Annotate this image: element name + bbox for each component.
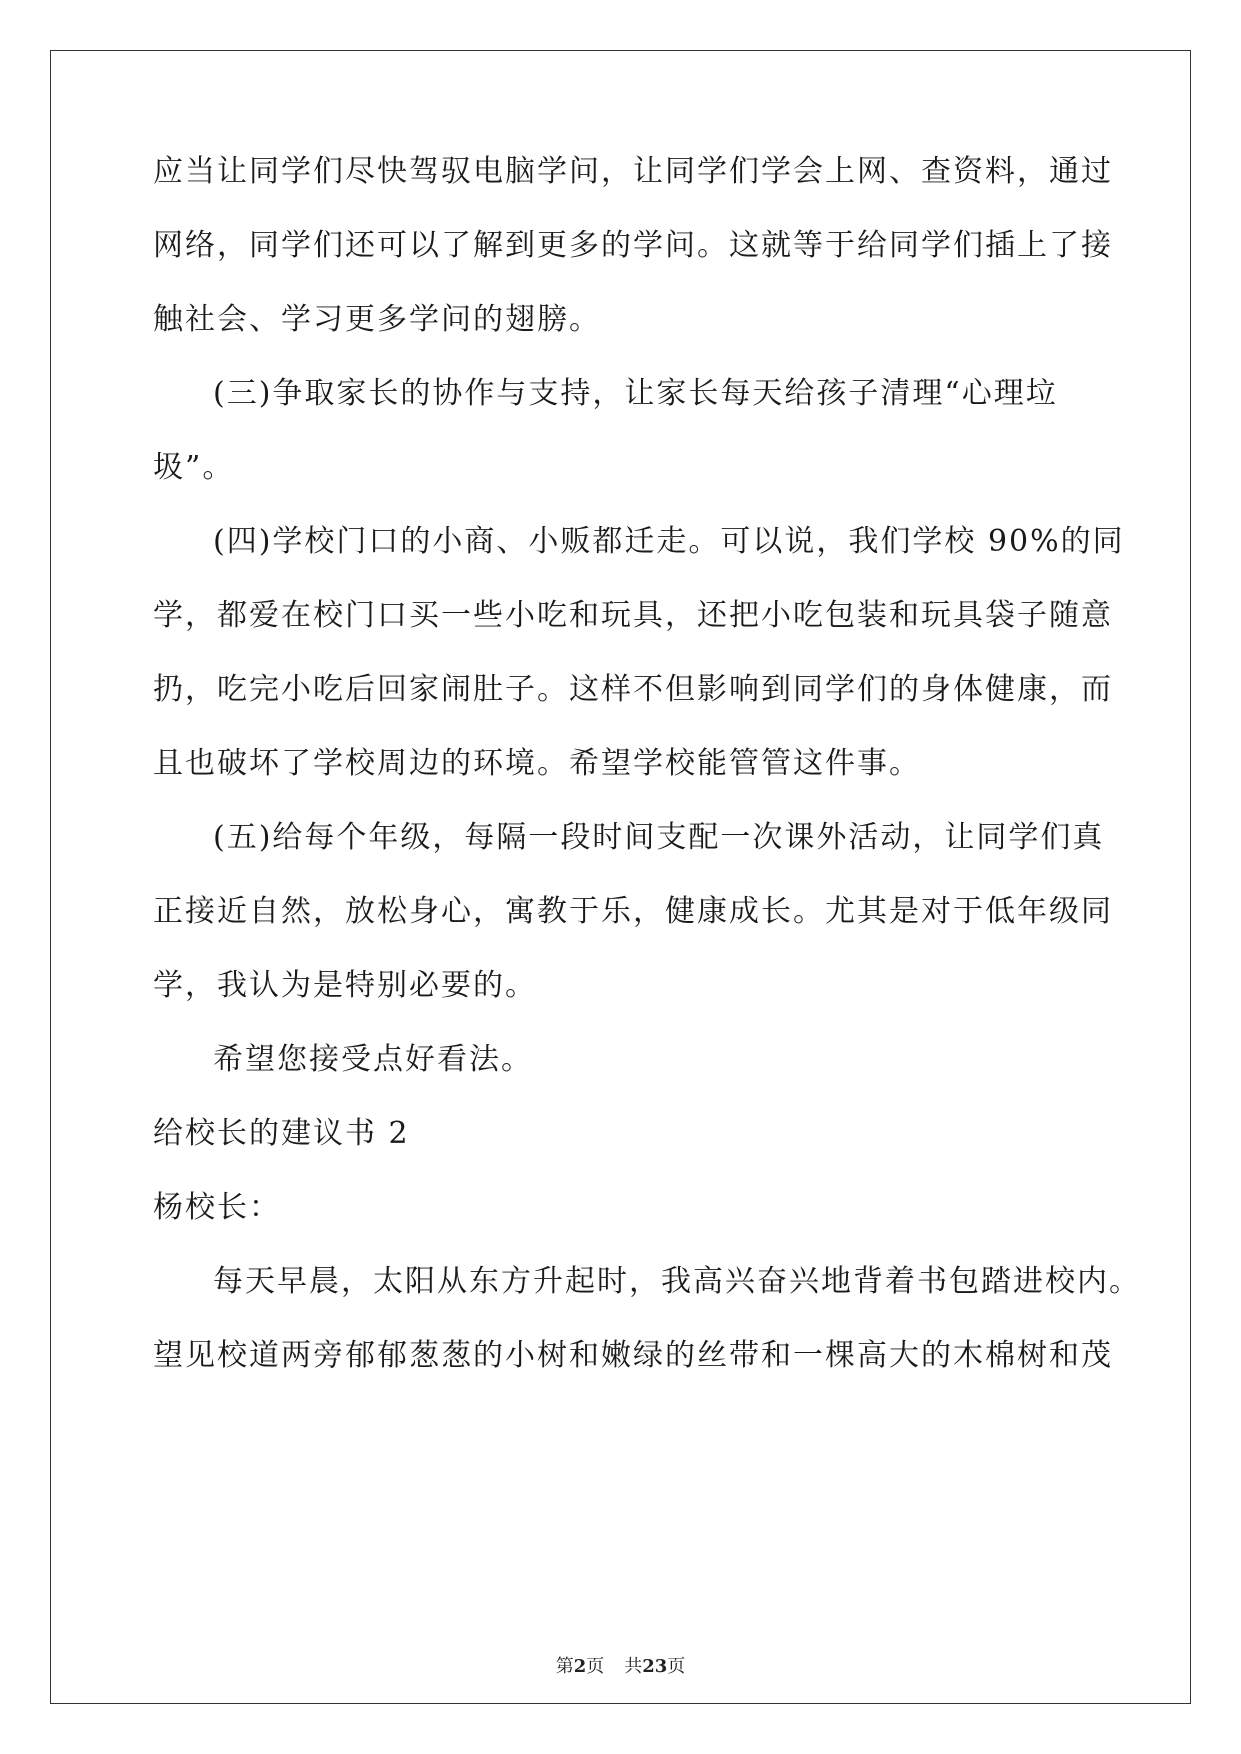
text-line: 学，都爱在校门口买一些小吃和玩具，还把小吃包装和玩具袋子随意 — [153, 598, 1113, 633]
section-heading: 给校长的建议书 2 — [153, 1116, 410, 1151]
page-footer — [0, 1655, 1241, 1679]
page-suffix: 页 — [586, 1656, 605, 1677]
text-line: 圾”。 — [153, 450, 235, 485]
page-current: 2 — [573, 1656, 587, 1677]
text-line: (五)给每个年级，每隔一段时间支配一次课外活动，让同学们真 — [213, 820, 1105, 855]
page-border — [50, 50, 1191, 1704]
text-line: 学，我认为是特别必要的。 — [153, 968, 537, 1003]
total-suffix: 页 — [667, 1656, 686, 1677]
text-line: (三)争取家长的协作与支持，让家长每天给孩子清理“心理垃 — [213, 376, 1058, 411]
total-prefix: 共 — [624, 1656, 643, 1677]
text-line: 正接近自然，放松身心，寓教于乐，健康成长。尤其是对于低年级同 — [153, 894, 1113, 929]
salutation: 杨校长： — [153, 1190, 281, 1225]
text-line: 触社会、学习更多学问的翅膀。 — [153, 302, 601, 337]
text-line: 希望您接受点好看法。 — [213, 1042, 533, 1077]
text-line: 且也破坏了学校周边的环境。希望学校能管管这件事。 — [153, 746, 921, 781]
text-line: 每天早晨，太阳从东方升起时，我高兴奋兴地背着书包踏进校内。 — [213, 1264, 1141, 1299]
text-line: 扔，吃完小吃后回家闹肚子。这样不但影响到同学们的身体健康，而 — [153, 672, 1113, 707]
page-total: 23 — [642, 1656, 668, 1677]
text-line: 应当让同学们尽快驾驭电脑学问，让同学们学会上网、查资料，通过 — [153, 154, 1113, 189]
page-prefix: 第 — [555, 1656, 574, 1677]
text-line: (四)学校门口的小商、小贩都迁走。可以说，我们学校 90%的同 — [213, 524, 1125, 559]
text-line: 望见校道两旁郁郁葱葱的小树和嫩绿的丝带和一棵高大的木棉树和茂 — [153, 1338, 1113, 1373]
text-line: 网络，同学们还可以了解到更多的学问。这就等于给同学们插上了接 — [153, 228, 1113, 263]
